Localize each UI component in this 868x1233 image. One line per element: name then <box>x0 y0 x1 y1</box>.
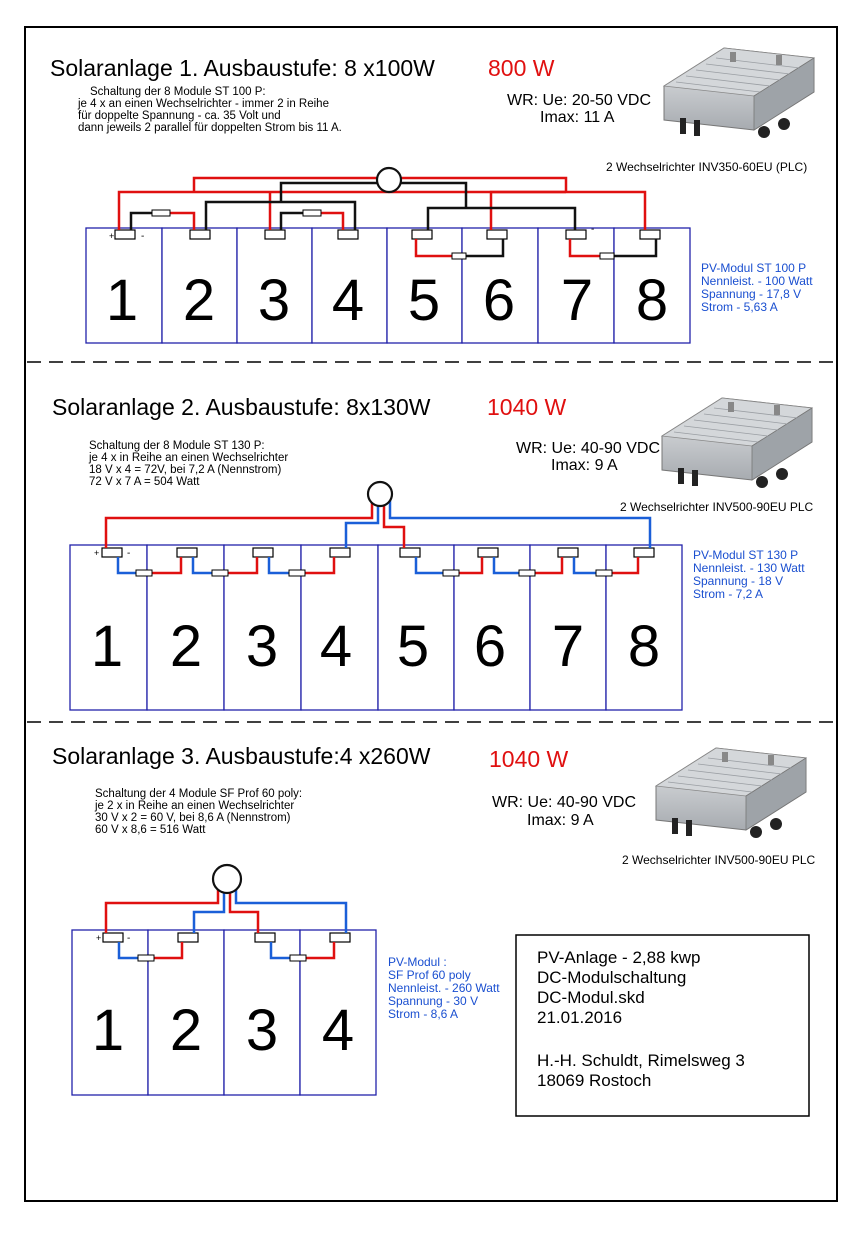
junction-box <box>190 230 210 239</box>
author-address: 18069 Rostoch <box>537 1071 652 1090</box>
junction-box <box>338 230 358 239</box>
section-desc-line: Schaltung der 8 Module ST 130 P: <box>89 440 265 452</box>
connector <box>452 253 466 259</box>
inverter-icon <box>664 48 814 138</box>
section-desc-line: je 2 x in Reihe an einen Wechselrichter <box>95 800 295 812</box>
junction-box <box>640 230 660 239</box>
module-number: 1 <box>105 268 139 333</box>
connector <box>519 570 535 576</box>
junction-box <box>400 548 420 557</box>
minus-label: - <box>591 224 595 235</box>
inverter-spec: Imax: 9 A <box>551 457 618 474</box>
bus-red <box>106 500 372 548</box>
module-info: Nennleist. - 260 Watt <box>388 981 500 995</box>
section-desc-line: je 4 x in Reihe an einen Wechselrichter <box>89 452 289 464</box>
inverter-spec: WR: Ue: 20-50 VDC <box>507 92 652 109</box>
module-number: 3 <box>245 614 279 679</box>
section-title: Solaranlage 2. Ausbaustufe: 8x130W <box>52 394 431 420</box>
module-info: Strom - 8,6 A <box>388 1007 459 1021</box>
connector <box>303 210 321 216</box>
inverter-spec: WR: Ue: 40-90 VDC <box>492 794 637 811</box>
module-number: 3 <box>257 268 291 333</box>
section-desc-line: 72 V x 7 A = 504 Watt <box>89 476 200 488</box>
junction-box <box>412 230 432 239</box>
junction-box <box>558 548 578 557</box>
module-number: 7 <box>560 268 594 333</box>
inverter-label: 2 Wechselrichter INV500-90EU PLC <box>620 500 814 514</box>
section-power: 1040 W <box>489 746 569 772</box>
module-number: 2 <box>169 614 203 679</box>
section-title: Solaranlage 3. Ausbaustufe:4 x260W <box>52 743 431 769</box>
junction-box <box>255 933 275 942</box>
minus-label: - <box>141 231 145 242</box>
module-info: Strom - 7,2 A <box>693 587 764 601</box>
module-number: 4 <box>319 614 353 679</box>
connector <box>596 570 612 576</box>
module-number: 1 <box>90 614 124 679</box>
junction-box <box>478 548 498 557</box>
module-info: PV-Modul ST 130 P <box>693 548 799 562</box>
plus-label: + <box>96 933 102 943</box>
section-desc-line: 30 V x 2 = 60 V, bei 8,6 A (Nennstrom) <box>95 812 291 824</box>
junction-box <box>487 230 507 239</box>
junction-box <box>178 933 198 942</box>
inverter-node <box>368 482 392 506</box>
plus-label: + <box>94 548 100 558</box>
junction-box <box>634 548 654 557</box>
section-desc-line: je 4 x an einen Wechselrichter - immer 2 in Reihe <box>78 98 329 110</box>
author-address: H.-H. Schuldt, Rimelsweg 3 <box>537 1051 745 1070</box>
info-line: DC-Modul.skd <box>537 988 645 1007</box>
inverter-icon <box>662 398 812 488</box>
connector <box>212 570 228 576</box>
minus-label: - <box>127 933 131 944</box>
module-info: SF Prof 60 poly <box>388 968 471 982</box>
module-number: 5 <box>396 614 430 679</box>
module-number: 8 <box>635 268 669 333</box>
plus-label: + <box>109 231 115 241</box>
connector <box>152 210 170 216</box>
section-power: 1040 W <box>487 394 567 420</box>
connector <box>443 570 459 576</box>
inverter-spec: WR: Ue: 40-90 VDC <box>516 440 661 457</box>
junction-box <box>115 230 135 239</box>
connector <box>136 570 152 576</box>
junction-box <box>102 548 122 557</box>
junction-box <box>253 548 273 557</box>
section-desc-line: für doppelte Spannung - ca. 35 Volt und <box>78 110 281 122</box>
junction-box <box>566 230 586 239</box>
section-desc-line: dann jeweils 2 parallel für doppelten Strom bis 11 A. <box>78 122 342 134</box>
module-number: 8 <box>627 614 661 679</box>
section-power: 800 W <box>488 55 555 81</box>
module-number: 6 <box>473 614 507 679</box>
bus-blue <box>194 885 224 933</box>
module-number: 2 <box>169 998 203 1063</box>
module-number: 4 <box>321 998 355 1063</box>
connector <box>600 253 614 259</box>
bus-red <box>106 885 218 933</box>
connector <box>138 955 154 961</box>
section-title: Solaranlage 1. Ausbaustufe: 8 x100W <box>50 55 435 81</box>
module-number: 4 <box>331 268 365 333</box>
module-info: PV-Modul ST 100 P <box>701 261 807 275</box>
junction-box <box>177 548 197 557</box>
section-desc-line: Schaltung der 4 Module SF Prof 60 poly: <box>95 788 303 800</box>
inverter-node <box>377 168 401 192</box>
module-number: 5 <box>407 268 441 333</box>
inverter-spec: Imax: 11 A <box>540 109 615 126</box>
junction-box <box>103 933 123 942</box>
module-number: 7 <box>551 614 585 679</box>
minus-label: - <box>127 548 131 559</box>
section-3 <box>52 743 816 1116</box>
info-line: DC-Modulschaltung <box>537 968 687 987</box>
inverter-spec: Imax: 9 A <box>527 812 594 829</box>
section-desc-line: Schaltung der 8 Module ST 100 P: <box>90 86 266 98</box>
section-desc-line: 60 V x 8,6 = 516 Watt <box>95 824 206 836</box>
junction-box <box>330 933 350 942</box>
module-info: Spannung - 30 V <box>388 994 479 1008</box>
connector <box>290 955 306 961</box>
inverter-label: 2 Wechselrichter INV500-90EU PLC <box>622 853 816 867</box>
section-2 <box>52 394 814 710</box>
module-number: 1 <box>91 998 125 1063</box>
info-line: PV-Anlage - 2,88 kwp <box>537 948 701 967</box>
section-1 <box>50 48 814 343</box>
inverter-icon <box>656 748 806 838</box>
module-number: 6 <box>482 268 516 333</box>
module-info: Spannung - 18 V <box>693 574 784 588</box>
module-info: Nennleist. - 100 Watt <box>701 274 813 288</box>
module-info: PV-Modul : <box>388 955 447 969</box>
module-info: Spannung - 17,8 V <box>701 287 802 301</box>
module-info: Nennleist. - 130 Watt <box>693 561 805 575</box>
inverter-node <box>213 865 241 893</box>
junction-box <box>265 230 285 239</box>
connector <box>289 570 305 576</box>
info-line: 21.01.2016 <box>537 1008 623 1027</box>
section-desc-line: 18 V x 4 = 72V, bei 7,2 A (Nennstrom) <box>89 464 282 476</box>
module-number: 3 <box>245 998 279 1063</box>
module-info: Strom - 5,63 A <box>701 300 778 314</box>
junction-box <box>330 548 350 557</box>
inverter-label: 2 Wechselrichter INV350-60EU (PLC) <box>606 160 808 174</box>
module-number: 2 <box>182 268 216 333</box>
